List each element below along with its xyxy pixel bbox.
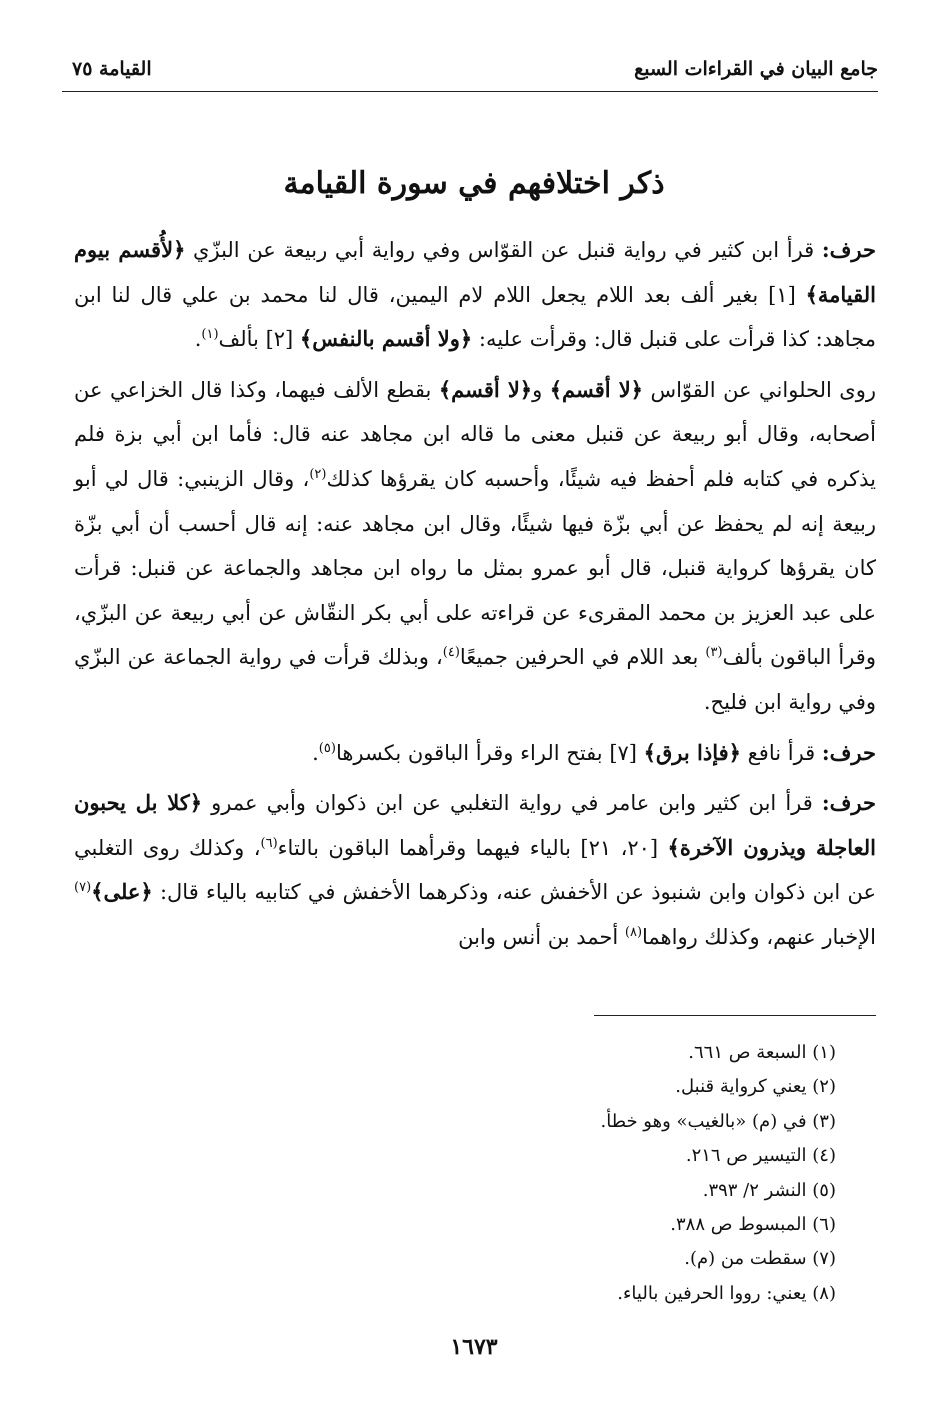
text-run: روى الحلواني عن القوّاس [642,377,876,402]
footnotes [100,1036,836,1311]
quran-quote: ﴿فإذا برق﴾ [643,739,741,765]
quran-quote: ﴿لا أقسم﴾ [549,376,643,402]
footnote-ref: (٨) [624,924,643,940]
footnote-ref: (٣) [705,645,723,661]
running-header [62,52,878,92]
footnote-ref: (٤) [442,645,460,661]
text-run: و [532,377,550,402]
text-run: [٧] بفتح الراء وقرأ الباقون بكسرها [335,740,644,765]
footnote: (٤) التيسير ص ٢١٦. [685,1145,836,1167]
book-title: جامع البيان في القراءات السبع [634,58,878,80]
footnote-separator [594,1015,876,1016]
chapter-label: القيامة ٧٥ [72,58,152,80]
footnote: (٦) المبسوط ص ٣٨٨. [670,1214,836,1236]
text-run: قرأ ابن كثير في رواية قنبل عن القوّاس وفي رواية أبي ربيعة عن البزّي [185,238,822,262]
footnote-ref: (١) [201,327,219,343]
footnote-ref: (٦) [260,835,278,851]
entry-label: حرف: [821,739,876,765]
paragraph [74,228,876,362]
quran-quote: ﴿ولا أقسم بالنفس﴾ [299,326,473,352]
text-run: الإخبار عنهم، وكذلك رواهما [642,924,876,949]
text-run: . [194,327,202,352]
quran-quote: ﴿لأُقسم بيوم القيامة﴾ [74,237,876,307]
page-number: ١٦٧٣ [450,1334,498,1360]
text-run: بعد اللام في الحرفين جميعًا [459,645,706,670]
quran-quote: ﴿لا أقسم﴾ [438,376,533,402]
footnote-ref: (٢) [309,466,327,482]
text-run: قرأ نافع [740,740,822,765]
footnote: (٥) النشر ٢/ ٣٩٣. [702,1179,836,1201]
text-run: بقطع الألف فيهما، وكذا قال الخزاعي عن أصحابه، وقال أبو ربيعة عن قنبل معنى ما قاله ابن مجاهد عنه قال: فأما ابن أبي بزة فلم يذكره في كتابه فلم أحفظ فيه شيئًا، وأحسبه كان يقرؤها كذلك [74,377,876,491]
footnote: (٧) سقطت من (م). [684,1248,836,1270]
quran-quote: ﴿كلا بل يحبون العاجلة ويذرون الآخرة﴾ [74,790,877,860]
footnote: (٨) يعني: رووا الحرفين بالياء. [617,1282,836,1304]
section-title: ذكر اختلافهم في سورة القيامة [283,166,665,201]
entry-label: حرف: [821,790,876,816]
entry-label: حرف: [821,237,876,262]
footnote: (٣) في (م) «بالغيب» وهو خطأ. [600,1110,836,1132]
footnote-ref: (٧) [74,880,92,896]
footnote: (٢) يعني كرواية قنبل. [675,1076,836,1098]
header-rule [62,91,878,92]
text-run: قرأ ابن كثير وابن عامر في رواية التغلبي عن ابن ذكوان وأبي عمرو [202,791,822,816]
paragraph [74,731,876,776]
text-run: [٢٠، ٢١] بالياء فيهما وقرأهما الباقون بالتاء [277,835,668,860]
footnote: (١) السبعة ص ٦٦١. [688,1042,836,1063]
text-run: ، وكذلك روى التغلبي عن ابن ذكوان وابن شنبوذ عن الأخفش عنه، وذكرهما الأخفش في كتابيه بالياء قال: [74,835,876,905]
quran-quote: ﴿على﴾ [91,879,153,905]
text-run: [١] بغير ألف بعد اللام يجعل اللام لام اليمين، قال لنا محمد بن علي قال لنا ابن مجاهد: كذا قرأت على قنبل قال: وقرأت عليه: [74,282,876,352]
footnote-ref: (٥) [318,740,336,756]
main-text [74,228,876,966]
text-run: ، وقال الزينبي: قال لي أبو ربيعة إنه لم يحفظ عن أبي بزّة فيها شيئًا، وقال ابن مجاهد عنه: إنه قال أحسب أن أبي بزّة كان يقرؤها كرواية قنبل، قال أبو عمرو بمثل ما رواه ابن مجاهد والجماعة عن قنبل: قرأت على عبد العزيز بن محمد المقرىء عن قراءته على أبي بكر النقّاش عن أبي ربيعة عن البزّي، وقرأ الباقون بألف [74,466,876,670]
paragraph [74,368,876,725]
text-run: أحمد بن أنس وابن [458,924,625,949]
text-run: . [312,740,319,765]
text-run: ، وبذلك قرأت في رواية الجماعة عن البزّي وفي رواية ابن فليح. [74,645,876,714]
text-run: [٢] بألف [218,327,300,352]
paragraph [74,781,876,959]
